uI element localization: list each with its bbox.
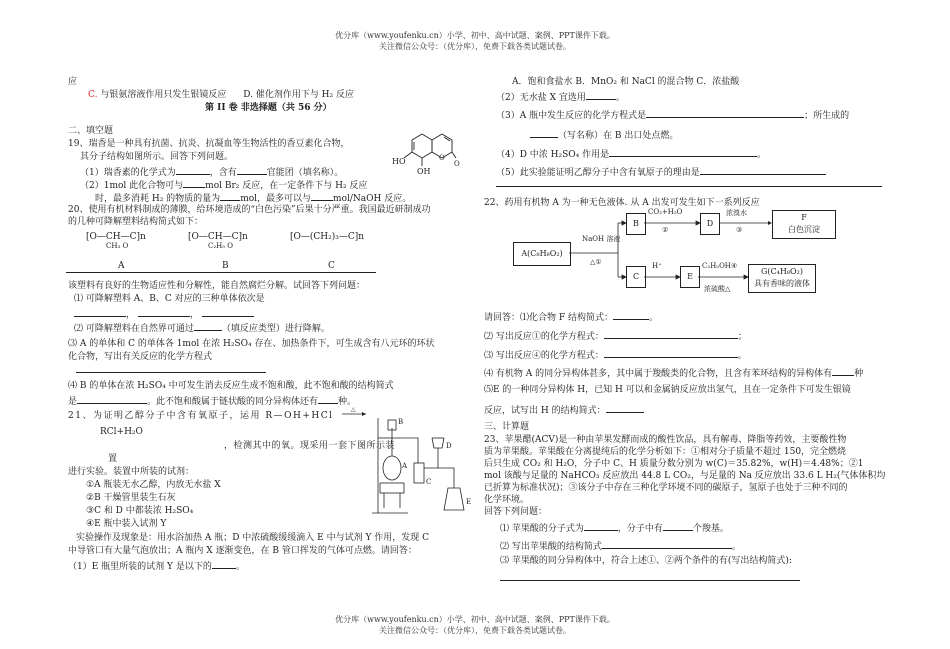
blank-br2[interactable] xyxy=(183,177,205,188)
q19-l4a: （2）1mol 此化合物可与 xyxy=(80,181,184,191)
q19-l4b: mol Br₂ 反应，在一定条件下与 H₂ 反应 xyxy=(205,181,368,191)
q22-f-text: 反应，试写出 H 的结构简式： xyxy=(484,406,606,416)
blank-naoh[interactable] xyxy=(311,190,333,201)
blank-salt-x[interactable] xyxy=(586,89,616,100)
q22-c-end: 。 xyxy=(737,351,747,361)
q23-line6: 化学环境。 xyxy=(484,495,530,505)
q21-line11: 中导管口有大量气泡放出；A 瓶内 X 逐渐变色，在 B 管口挥发的气体可点燃。请回答： xyxy=(68,546,417,556)
blank-h2so4-role[interactable] xyxy=(609,146,757,157)
q21-line2: RCl+H₂O xyxy=(100,427,143,437)
polymer-a xyxy=(86,232,146,250)
q20-l5b: （填反应类型）进行降解。 xyxy=(221,324,330,334)
q22-c-text: ⑶ 写出反应④的化学方程式： xyxy=(484,351,604,361)
q21-line7: ②B 干燥管里装生石灰 xyxy=(86,493,176,503)
blank-eq-a[interactable] xyxy=(646,107,804,118)
q21-line10: 实验操作及现象是：用水浴加热 A 瓶；D 中浓硫酸缓缓滴入 E 中与试剂 Y 作用，发现 C xyxy=(76,533,430,543)
q19-l5a: 时，最多消耗 H₂ 的物质的量为 xyxy=(95,194,221,204)
q20-line1: 20、使用有机材料制成的薄膜，给环境造成的“白色污染”后果十分严重。我国最近研制成功 xyxy=(68,205,431,215)
q23-line5: 已折算为标准状况)；③该分子中存在三种化学环境不同的碳原子，氢原子也处于三种不同的 xyxy=(484,483,848,493)
blank-reason-cont[interactable] xyxy=(496,186,882,187)
q22-b xyxy=(484,328,747,343)
apparatus-label-d: D xyxy=(446,442,452,450)
q23-l8c: 个羧基。 xyxy=(692,524,729,534)
polymer-c-label: C xyxy=(328,261,335,271)
q21-line6: ①A 瓶装无水乙醇，内放无水盐 X xyxy=(86,480,221,490)
apparatus-label-a: A xyxy=(402,462,408,470)
footer-line-2: 关注微信公众号：（优分库），免费下载各类试题试卷。 xyxy=(379,626,571,635)
apparatus-label-c: C xyxy=(426,478,432,486)
q22-a xyxy=(484,309,658,324)
q20-line9 xyxy=(68,393,356,408)
q22-c xyxy=(484,347,747,362)
blank-structure-h[interactable] xyxy=(606,402,644,413)
q23-l8b: ，分子中有 xyxy=(617,524,663,534)
q20-line7: 化合物，写出有关反应的化学方程式 xyxy=(68,352,213,362)
footer-line-1: 优分库（www.youfenku.cn）小学、初中、高中试题、案例、PPT课件下载。 xyxy=(335,615,615,624)
flow-co2: CO₂+H₂O xyxy=(648,208,683,216)
q21-r4b: 。 xyxy=(757,150,767,160)
flow-ethanol: C₂H₅OH④ xyxy=(702,262,738,270)
option-c-label: C. xyxy=(88,90,98,100)
blank-reagent-y[interactable] xyxy=(212,558,236,569)
q22-d-end: 种 xyxy=(854,369,864,379)
q22-a-text: 请回答：⑴化合物 F 结构简式： xyxy=(484,313,613,323)
blank-isomer-count[interactable] xyxy=(318,393,338,404)
q23-line9 xyxy=(500,538,741,553)
q21-r4a: （4）D 中浓 H₂SO₄ 作用是 xyxy=(496,150,610,160)
flow-naoh: NaOH 溶液 xyxy=(582,235,621,243)
q21-r4 xyxy=(496,146,766,161)
q21-r2 xyxy=(496,89,625,104)
q21-r5 xyxy=(496,164,826,179)
flow-box-b: B xyxy=(626,213,646,235)
q21-line1: 21、为证明乙醇分子中含有氧原子，运用 R—OH+HCl xyxy=(68,411,334,421)
q22-f xyxy=(484,402,644,417)
flow-box-e: E xyxy=(680,266,700,288)
q23-line2: 质为苹果酸。苹果酸在分离提纯后的化学分析如下：①相对分子质量不超过 150，完全燃烧 xyxy=(484,447,847,457)
flow-step2: ② xyxy=(662,226,669,234)
apparatus-diagram xyxy=(368,408,473,523)
blank-isomers[interactable] xyxy=(832,365,854,376)
flow-step3: ③ xyxy=(736,226,743,234)
header-line-2: 关注微信公众号：（优分库），免费下载各类试题试卷。 xyxy=(379,42,571,51)
q22-d-text: ⑷ 有机物 A 的同分异构体甚多，其中属于羧酸类的化合物，且含有苯环结构的异构体有 xyxy=(484,369,833,379)
q19-l5c: mol/NaOH 反应。 xyxy=(333,194,412,204)
q19-l3a: （1）瑞香素的化学式为 xyxy=(80,168,176,178)
polymer-b-sub: C₂H₅ O xyxy=(208,242,234,250)
q20-line3: 该塑料有良好的生物适应性和分解性，能自然腐烂分解。试回答下列问题： xyxy=(68,281,366,291)
q23-l8a: ⑴ 苹果酸的分子式为 xyxy=(500,524,584,534)
flow-box-d: D xyxy=(700,213,720,235)
mol-ho-label: HO xyxy=(392,157,406,166)
q20-line5 xyxy=(74,320,330,335)
apparatus-label-e: E xyxy=(466,498,472,506)
q21-r5a: （5）此实验能证明乙醇分子中含有氧原子的理由是 xyxy=(496,168,700,178)
q23-line4: mol 该酸与足量的 NaHCO₃ 反应放出 44.8 L CO₂，与足量的 Na 反应放出 33.6 L H₂(气体体积均 xyxy=(484,471,886,481)
blank-group[interactable] xyxy=(237,164,267,175)
q23-l9b: 。 xyxy=(731,542,741,552)
q19-l5b: mol，最多可以与 xyxy=(240,194,312,204)
flow-box-a: A(C₈H₈O₂) xyxy=(513,242,571,266)
flow-g-label: G(C₄H₈O₂) xyxy=(761,267,803,276)
q21-line4: 置 xyxy=(108,454,118,464)
q19-line1: 19、瑞香是一种具有抗菌、抗炎、抗凝血等生物活性的香豆素化合物， xyxy=(68,139,350,149)
flow-arrow-d-f xyxy=(718,218,774,228)
polymer-a-sub: CH₃ O xyxy=(106,242,129,250)
blank-reaction-type[interactable] xyxy=(194,320,222,331)
flow-conc-h2so4: 浓硫酸△ xyxy=(704,285,731,293)
q21-r3c-text: （写名称）在 B 出口处点燃。 xyxy=(558,131,679,141)
q19-line2: 其分子结构如图所示。回答下列问题。 xyxy=(80,152,234,162)
mol-o-carbonyl-label: O xyxy=(454,160,460,168)
q21-r2b: 。 xyxy=(615,93,625,103)
q23-line10: ⑶ 苹果酸的同分异构体中，符合上述①、②两个条件的有(写出结构简式): xyxy=(500,556,792,566)
flow-box-f xyxy=(772,210,836,239)
q23-l9a: ⑵ 写出苹果酸的结构简式 xyxy=(500,542,602,552)
q23-line8 xyxy=(500,520,729,535)
daphnetin-structure xyxy=(392,128,462,178)
polymer-a-main: [O—CH—C]n xyxy=(86,232,146,242)
q20-line2: 的几种可降解塑料结构简式如下： xyxy=(68,217,204,227)
part2-title: 第 II 卷 非选择题（共 56 分） xyxy=(205,103,332,113)
q20-line6: ⑶ A 的单体和 C 的单体各 1mol 在浓 H₂SO₄ 存在、加热条件下，可生成含有八元环的环状 xyxy=(68,339,435,349)
svg-text:△: △ xyxy=(351,406,356,413)
blank-carboxyl-count[interactable] xyxy=(663,520,693,531)
option-c-row xyxy=(88,89,354,101)
q23-line7: 回答下列问题： xyxy=(484,507,548,517)
q19-l3c: 官能团（填名称）。 xyxy=(266,168,344,178)
heat-arrow-icon xyxy=(340,405,370,419)
q21-r2a: （2）无水盐 X 宜选用 xyxy=(496,93,586,103)
blank-formula[interactable] xyxy=(176,164,210,175)
option-d-text: D. 催化剂作用下与 H₂ 反应 xyxy=(243,90,354,100)
flow-f-desc: 白色沉淀 xyxy=(788,225,820,234)
q20-l9b: 。此不饱和酸属于链状酸的同分异构体还有 xyxy=(147,397,319,407)
q22-a-end: 。 xyxy=(648,313,658,323)
section-fill-in: 二、填空题 xyxy=(68,126,114,136)
apparatus-label-b: B xyxy=(398,418,404,426)
mol-oh-label: OH xyxy=(417,167,431,176)
left-ying: 应 xyxy=(68,77,78,87)
header-line-1: 优分库（www.youfenku.cn）小学、初中、高中试题、案例、PPT课件下载。 xyxy=(335,31,615,40)
q21-r3b: ；所生成的 xyxy=(804,111,850,121)
q22-b-text: ⑵ 写出反应①的化学方程式： xyxy=(484,332,604,342)
flow-f-label: F xyxy=(801,213,807,222)
q19-l3b: ，含有 xyxy=(209,168,237,178)
blank-eq-4[interactable] xyxy=(604,347,738,358)
flow-step1: △① xyxy=(590,258,602,266)
q22-line1: 22、药用有机物 A 为一种无色液体. 从 A 出发可发生如下一系列反应 xyxy=(484,198,760,208)
blank-compound-f[interactable] xyxy=(613,309,649,320)
polymer-b-label: B xyxy=(222,261,229,271)
q20-line8: ⑷ B 的单体在浓 H₂SO₄ 中可发生消去反应生成不饱和酸，此不饱和酸的结构简式 xyxy=(68,381,394,391)
q20-l5a: ⑵ 可降解塑料在自然界可通过 xyxy=(74,324,194,334)
polymer-c-main: [O—(CH₂)₃—C]n xyxy=(290,232,365,242)
blank-malic-formula[interactable] xyxy=(584,520,618,531)
flow-g-desc: 具有香味的液体 xyxy=(754,279,810,288)
q21-line5: 进行实验。装置中所装的试剂： xyxy=(68,467,195,477)
flow-h-plus: H⁺ xyxy=(652,262,662,270)
q21-r3 xyxy=(496,107,849,122)
q20-blanks-monomers: ， ， xyxy=(74,306,254,321)
q22-d xyxy=(484,365,863,380)
mol-o-ring-label: O xyxy=(439,154,445,162)
q21-r3a: （3）A 瓶中发生反应的化学方程式是 xyxy=(496,111,647,121)
q19-line5 xyxy=(95,190,411,205)
q21-l12b: 。 xyxy=(235,562,245,572)
blank-reason[interactable] xyxy=(700,164,826,175)
blank-product-name[interactable] xyxy=(530,127,558,138)
polymer-divider xyxy=(66,272,376,273)
polymer-b-main: [O—CH—C]n xyxy=(188,232,248,242)
blank-equation[interactable] xyxy=(76,372,266,373)
polymer-b xyxy=(188,232,248,250)
q21-options: A．饱和食盐水 B．MnO₂ 和 NaCl 的混合物 C．浓盐酸 xyxy=(512,77,740,87)
blank-isomer-structures[interactable] xyxy=(500,580,800,581)
option-c-text: 与银氨溶液作用只发生银镜反应 xyxy=(100,90,227,100)
flow-br-water: 浓溴水 xyxy=(726,209,747,217)
q22-e: ⑸E 的一种同分异构体 H，已知 H 可以和金属钠反应放出氢气，且在一定条件下可发生银镜 xyxy=(484,385,851,395)
polymer-a-label: A xyxy=(118,261,125,271)
q21-line8: ③C 和 D 中都装浓 H₂SO₄ xyxy=(86,506,194,516)
flow-box-c: C xyxy=(626,266,646,288)
q20-line4: ⑴ 可降解塑料 A、B、C 对应的三种单体依次是 xyxy=(74,294,265,304)
q21-r3c xyxy=(530,127,678,142)
q21-line9: ④E 瓶中装入试剂 Y xyxy=(86,519,167,529)
blank-monomer-a[interactable] xyxy=(74,306,126,317)
q23-line1: 23、苹果醋(ACV)是一种由苹果发酵而成的酸性饮品，具有解毒、降脂等药效，主要酸性物 xyxy=(484,435,847,445)
q20-l9c: 种。 xyxy=(338,397,357,407)
q21-l12a: （1）E 瓶里所装的试剂 Y 是以下的 xyxy=(68,562,212,572)
polymer-c xyxy=(290,232,364,242)
q21-line12 xyxy=(68,558,245,573)
blank-malic-structure[interactable] xyxy=(602,538,732,549)
blank-monomer-b[interactable] xyxy=(138,306,190,317)
blank-unsat-acid[interactable] xyxy=(77,393,147,404)
q22-b-end: ； xyxy=(737,332,747,342)
section-calculation: 三、计算题 xyxy=(484,422,530,432)
blank-eq-1[interactable] xyxy=(604,328,738,339)
q23-line3: 后只生成 CO₂ 和 H₂O，分子中 C、H 质量分数分别为 w(C)＝35.82%，w(H)＝4.48%；②1 xyxy=(484,459,864,469)
q20-l9a: 是 xyxy=(68,397,78,407)
blank-monomer-c[interactable] xyxy=(202,306,254,317)
q21-line3: ，检测其中的氧。现采用一套下图所示装 xyxy=(224,441,396,451)
blank-h2[interactable] xyxy=(220,190,240,201)
